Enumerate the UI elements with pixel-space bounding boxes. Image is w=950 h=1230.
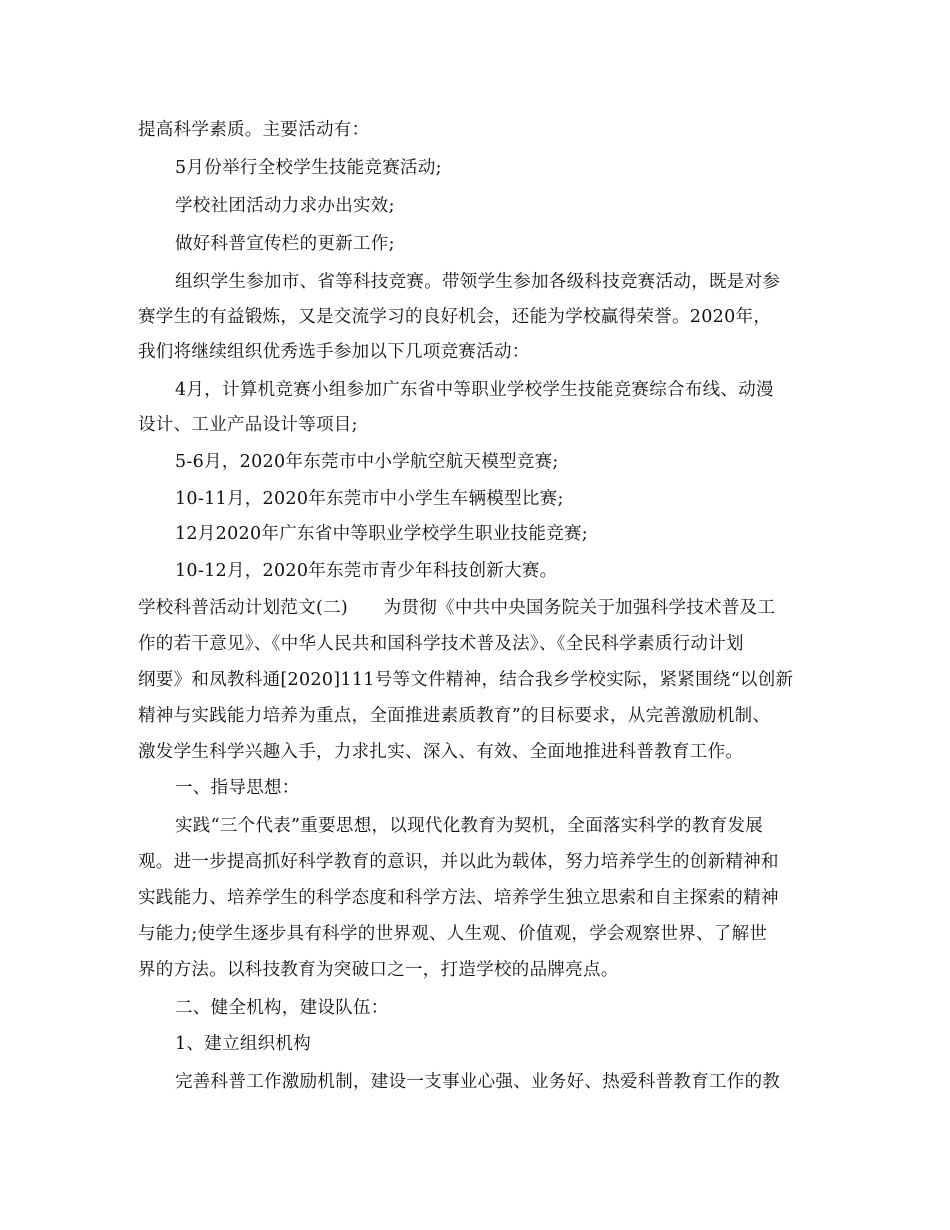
heading-line: 一、指导思想： bbox=[175, 778, 300, 798]
list-item: 12月2020年广东省中等职业学校学生职业技能竞赛; bbox=[175, 524, 588, 544]
list-item: 学校社团活动力求办出实效; bbox=[175, 196, 395, 216]
paragraph-line: 组织学生参加市、省等科技竞赛。带领学生参加各级科技竞赛活动，既是对参 bbox=[175, 272, 781, 292]
list-item: 5-6月，2020年东莞市中小学航空航天模型竞赛; bbox=[175, 452, 559, 472]
paragraph-line: 与能力;使学生逐步具有科学的世界观、人生观、价值观，学会观察世界、了解世 bbox=[138, 924, 768, 944]
paragraph-line: 完善科普工作激励机制，建设一支事业心强、业务好、热爱科普教育工作的教 bbox=[175, 1072, 781, 1092]
paragraph-line: 精神与实践能力培养为重点，全面推进素质教育”的目标要求，从完善激励机制、 bbox=[138, 706, 771, 726]
list-item: 4月，计算机竞赛小组参加广东省中等职业学校学生技能竞赛综合布线、动漫 bbox=[175, 380, 774, 400]
list-item: 10-11月，2020年东莞市中小学生车辆模型比赛; bbox=[175, 489, 564, 509]
paragraph-line: 赛学生的有益锻炼，又是交流学习的良好机会，还能为学校赢得荣誉。2020年， bbox=[138, 307, 772, 327]
paragraph-line: 实践“三个代表”重要思想，以现代化教育为契机，全面落实科学的教育发展 bbox=[175, 816, 764, 836]
paragraph-line: 我们将继续组织优秀选手参加以下几项竞赛活动： bbox=[138, 342, 530, 362]
heading-line: 1、建立组织机构 bbox=[175, 1034, 312, 1054]
list-item: 5月份举行全校学生技能竞赛活动; bbox=[175, 158, 442, 178]
paragraph-line: 界的方法。以科技教育为突破口之一，打造学校的品牌亮点。 bbox=[138, 960, 619, 980]
heading-line: 二、健全机构，建设队伍： bbox=[175, 998, 389, 1018]
section-title-line: 学校科普活动计划范文(二) 为贯彻《中共中央国务院关于加强科学技术普及工 bbox=[138, 598, 776, 618]
list-item: 10-12月，2020年东莞市青少年科技创新大赛。 bbox=[175, 561, 558, 581]
paragraph-line: 设计、工业产品设计等项目; bbox=[138, 415, 358, 435]
paragraph-line: 纲要》和凤教科通[2020]111号等文件精神，结合我乡学校实际，紧紧围绕“以创新 bbox=[138, 670, 794, 690]
paragraph-line: 作的若干意见》、《中华人民共和国科学技术普及法》、《全民科学素质行动计划 bbox=[138, 634, 744, 654]
paragraph-line: 观。进一步提高抓好科学教育的意识，并以此为载体，努力培养学生的创新精神和 bbox=[138, 852, 779, 872]
paragraph-line: 激发学生科学兴趣入手，力求扎实、深入、有效、全面地推进科普教育工作。 bbox=[138, 742, 744, 762]
list-item: 做好科普宣传栏的更新工作; bbox=[175, 234, 395, 254]
paragraph-line: 实践能力、培养学生的科学态度和科学方法、培养学生独立思索和自主探索的精神 bbox=[138, 888, 779, 908]
text-line: 提高科学素质。主要活动有： bbox=[138, 120, 370, 140]
